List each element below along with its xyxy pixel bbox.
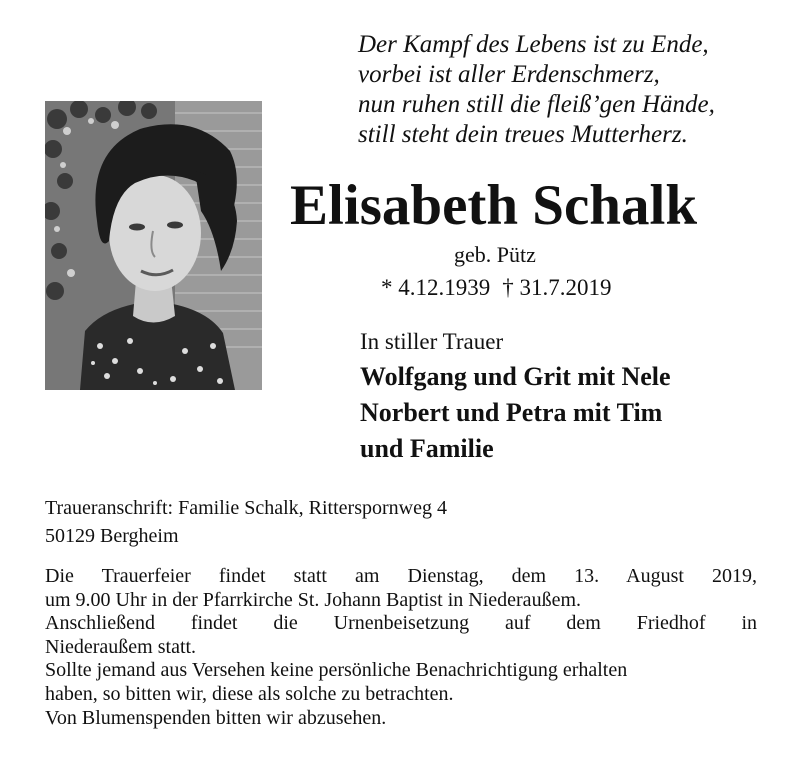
poem-line: Der Kampf des Lebens ist zu Ende,: [358, 31, 709, 58]
notice-line: um 9.00 Uhr in der Pfarrkirche St. Johann Baptist in Niederaußem.: [45, 588, 581, 611]
mourner-line: Wolfgang und Grit mit Nele: [360, 362, 671, 391]
birth-date: * 4.12.1939: [381, 275, 491, 300]
portrait-photo: [45, 101, 262, 390]
poem-line: nun ruhen still die fleiß’gen Hände,: [358, 91, 715, 118]
notice-line: Niederaußem statt.: [45, 635, 197, 658]
address-city: 50129 Bergheim: [45, 525, 179, 547]
deceased-name: Elisabeth Schalk: [290, 174, 698, 237]
death-date: † 31.7.2019: [502, 275, 612, 300]
mourning-intro: In stiller Trauer: [360, 329, 504, 354]
mourners-list: [360, 359, 671, 467]
life-dates: [381, 274, 612, 302]
notice-line: haben, so bitten wir, diese als solche zu betrachten.: [45, 682, 454, 705]
notice-line: Anschließend findet die Urnenbeisetzung auf dem Friedhof in: [45, 612, 757, 635]
mourner-line: Norbert und Petra mit Tim: [360, 398, 663, 427]
mourning-address: [45, 494, 447, 550]
poem: [358, 30, 778, 150]
mourner-line: und Familie: [360, 434, 494, 463]
funeral-notice: [45, 565, 757, 730]
notice-line: Sollte jemand aus Versehen keine persönliche Benachrichtigung erhalten: [45, 659, 628, 682]
address-line: Traueranschrift: Familie Schalk, Ritterspornweg 4: [45, 497, 447, 519]
poem-line: still steht dein treues Mutterherz.: [358, 121, 688, 148]
notice-line: Die Trauerfeier findet statt am Dienstag, dem 13. August 2019,: [45, 565, 757, 587]
maiden-name: geb. Pütz: [454, 242, 536, 267]
notice-line: Von Blumenspenden bitten wir abzusehen.: [45, 706, 387, 729]
poem-line: vorbei ist aller Erdenschmerz,: [358, 61, 660, 88]
